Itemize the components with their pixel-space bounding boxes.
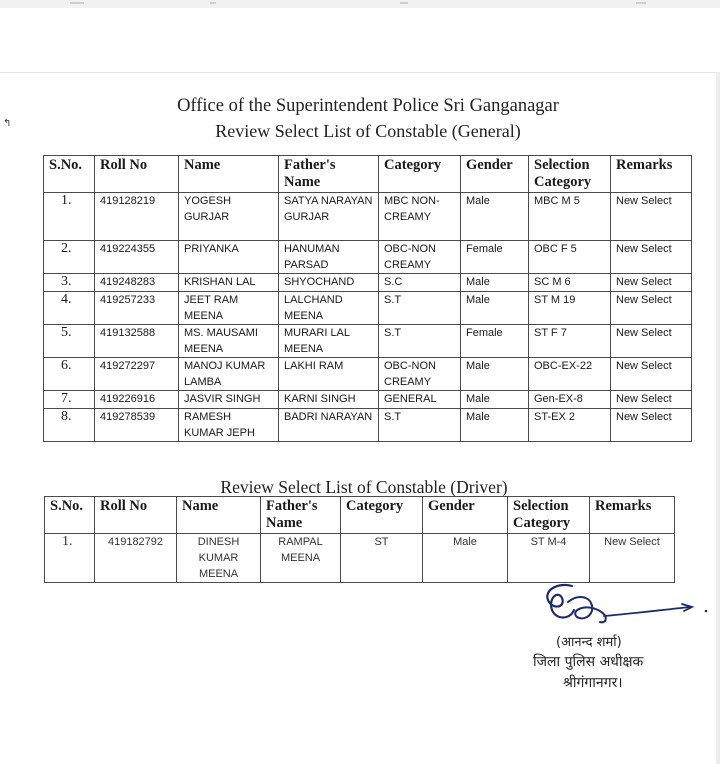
cell-sno: 1. xyxy=(45,534,95,583)
table-header-row xyxy=(44,156,692,193)
cell-name: JEET RAM MEENA xyxy=(179,292,279,325)
cell-gender: Male xyxy=(461,193,529,241)
cell-roll-no: 419128219 xyxy=(95,193,179,241)
cell-name: MS. MAUSAMI MEENA xyxy=(179,325,279,358)
cell-roll-no: 419248283 xyxy=(95,274,179,292)
signatory-place: श्रीगंगानगर। xyxy=(563,675,623,691)
cell-category: GENERAL xyxy=(379,391,461,409)
cell-name: RAMESH KUMAR JEPH xyxy=(179,409,279,442)
table-row xyxy=(44,409,692,442)
handwritten-signature xyxy=(532,580,712,640)
cell-sno: 3. xyxy=(44,274,95,292)
cell-sno: 2. xyxy=(44,241,95,274)
col-sno: S.No. xyxy=(45,497,95,534)
table-row xyxy=(44,193,692,241)
cell-sno: 6. xyxy=(44,358,95,391)
general-list-title: Review Select List of Constable (General) xyxy=(215,121,521,141)
office-title: Office of the Superintendent Police Sri Ganganagar xyxy=(177,96,559,116)
cell-remarks: New Select xyxy=(611,292,692,325)
top-page-strip xyxy=(0,0,720,8)
col-selection-category: Selection Category xyxy=(529,156,611,193)
col-sno: S.No. xyxy=(44,156,95,193)
cell-selection-category: ST F 7 xyxy=(529,325,611,358)
col-selection-category: Selection Category xyxy=(508,497,590,534)
cell-gender: Male xyxy=(461,358,529,391)
cell-selection-category: OBC-EX-22 xyxy=(529,358,611,391)
cell-roll-no: 419182792 xyxy=(95,534,177,583)
table-row xyxy=(44,274,692,292)
cell-roll-no: 419132588 xyxy=(95,325,179,358)
cell-fathers-name: HANUMAN PARSAD xyxy=(279,241,379,274)
page-fold-line xyxy=(0,72,720,73)
cell-remarks: New Select xyxy=(611,391,692,409)
cell-gender: Male xyxy=(461,274,529,292)
cell-gender: Male xyxy=(461,292,529,325)
col-roll-no: Roll No xyxy=(95,497,177,534)
cell-sno: 5. xyxy=(44,325,95,358)
cell-category: MBC NON-CREAMY xyxy=(379,193,461,241)
cell-fathers-name: KARNI SINGH xyxy=(279,391,379,409)
col-name: Name xyxy=(177,497,261,534)
cell-sno: 8. xyxy=(44,409,95,442)
col-gender: Gender xyxy=(461,156,529,193)
driver-list-title: Review Select List of Constable (Driver) xyxy=(220,477,508,497)
cell-fathers-name: SHYOCHAND xyxy=(279,274,379,292)
table-row xyxy=(44,325,692,358)
cell-category: OBC-NON CREAMY xyxy=(379,358,461,391)
col-remarks: Remarks xyxy=(611,156,692,193)
margin-mark: ↰ xyxy=(3,118,12,129)
cell-roll-no: 419278539 xyxy=(95,409,179,442)
cell-fathers-name: LALCHAND MEENA xyxy=(279,292,379,325)
cell-remarks: New Select xyxy=(611,358,692,391)
table-row xyxy=(44,292,692,325)
cell-fathers-name: MURARI LAL MEENA xyxy=(279,325,379,358)
table-row xyxy=(44,391,692,409)
table-header-row xyxy=(45,497,675,534)
cell-name: YOGESH GURJAR xyxy=(179,193,279,241)
general-select-table xyxy=(43,155,692,442)
cell-remarks: New Select xyxy=(590,534,675,583)
col-roll-no: Roll No xyxy=(95,156,179,193)
cell-selection-category: ST M 19 xyxy=(529,292,611,325)
cell-fathers-name: SATYA NARAYAN GURJAR xyxy=(279,193,379,241)
col-category: Category xyxy=(341,497,423,534)
cell-selection-category: ST-EX 2 xyxy=(529,409,611,442)
cell-category: S.C xyxy=(379,274,461,292)
cell-category: S.T xyxy=(379,292,461,325)
driver-select-table xyxy=(44,496,675,583)
cell-category: S.T xyxy=(379,409,461,442)
cell-gender: Female xyxy=(461,241,529,274)
cell-selection-category: ST M-4 xyxy=(508,534,590,583)
cell-remarks: New Select xyxy=(611,193,692,241)
cell-remarks: New Select xyxy=(611,274,692,292)
cell-roll-no: 419257233 xyxy=(95,292,179,325)
cell-roll-no: 419226916 xyxy=(95,391,179,409)
cell-roll-no: 419272297 xyxy=(95,358,179,391)
cell-name: DINESH KUMAR MEENA xyxy=(177,534,261,583)
cell-sno: 4. xyxy=(44,292,95,325)
signatory-designation: जिला पुलिस अधीक्षक xyxy=(533,654,644,670)
cell-name: JASVIR SINGH xyxy=(179,391,279,409)
col-gender: Gender xyxy=(423,497,508,534)
cell-gender: Male xyxy=(461,391,529,409)
cell-remarks: New Select xyxy=(611,325,692,358)
col-remarks: Remarks xyxy=(590,497,675,534)
cell-remarks: New Select xyxy=(611,409,692,442)
cell-fathers-name: RAMPAL MEENA xyxy=(261,534,341,583)
cell-roll-no: 419224355 xyxy=(95,241,179,274)
table-row xyxy=(44,241,692,274)
col-fathers-name: Father's Name xyxy=(261,497,341,534)
table-row xyxy=(45,534,675,583)
page-edge-shadow xyxy=(716,72,720,764)
cell-selection-category: Gen-EX-8 xyxy=(529,391,611,409)
col-name: Name xyxy=(179,156,279,193)
cell-selection-category: SC M 6 xyxy=(529,274,611,292)
signatory-name: (आनन्द शर्मा) xyxy=(556,635,622,650)
cell-gender: Male xyxy=(461,409,529,442)
cell-name: PRIYANKA xyxy=(179,241,279,274)
cell-fathers-name: BADRI NARAYAN xyxy=(279,409,379,442)
cell-gender: Male xyxy=(423,534,508,583)
cell-category: ST xyxy=(341,534,423,583)
cell-gender: Female xyxy=(461,325,529,358)
cell-selection-category: MBC M 5 xyxy=(529,193,611,241)
table-row xyxy=(44,358,692,391)
cell-name: KRISHAN LAL xyxy=(179,274,279,292)
cell-name: MANOJ KUMAR LAMBA xyxy=(179,358,279,391)
cell-sno: 1. xyxy=(44,193,95,241)
cell-category: OBC-NON CREAMY xyxy=(379,241,461,274)
col-category: Category xyxy=(379,156,461,193)
cell-category: S.T xyxy=(379,325,461,358)
cell-sno: 7. xyxy=(44,391,95,409)
cell-fathers-name: LAKHI RAM xyxy=(279,358,379,391)
cell-selection-category: OBC F 5 xyxy=(529,241,611,274)
col-fathers-name: Father's Name xyxy=(279,156,379,193)
cell-remarks: New Select xyxy=(611,241,692,274)
